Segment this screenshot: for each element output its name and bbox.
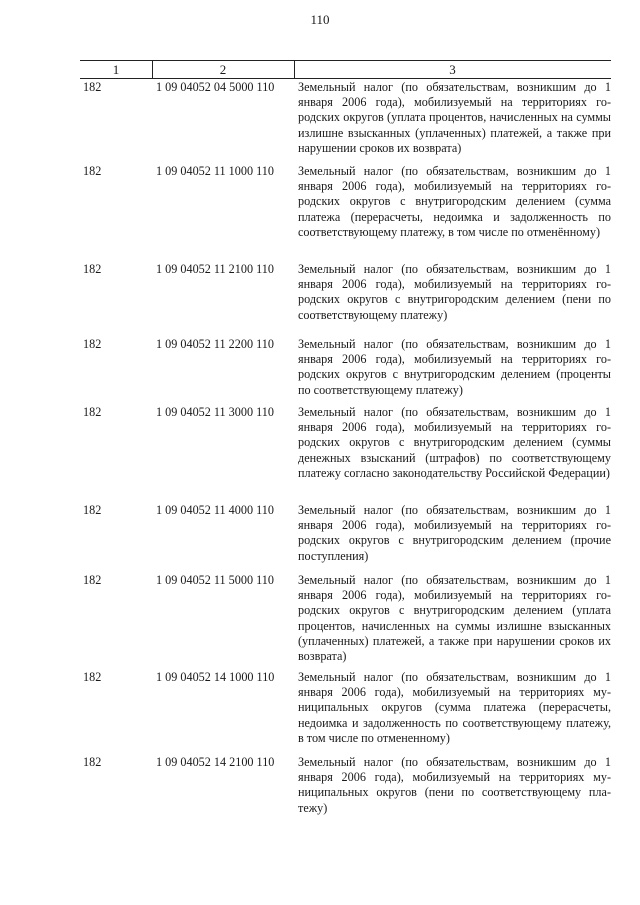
admin-code: 182 xyxy=(83,503,102,517)
income-name: Земельный налог (по обязательствам, возникшим до 1 января 2006 года), мобилизуемый на территориях городских округов с внутригородским делением (проценты по соответствующему платежу) xyxy=(298,337,611,397)
income-name: Земельный налог (по обязательствам, возникшим до 1 января 2006 года), мобилизуемый на территориях муниципальных округов (пени по соответствующему платежу) xyxy=(298,755,611,815)
admin-code: 182 xyxy=(83,755,102,769)
admin-code: 182 xyxy=(83,337,102,351)
admin-code: 182 xyxy=(83,262,102,276)
admin-code: 182 xyxy=(83,573,102,587)
admin-code: 182 xyxy=(83,670,102,684)
page-number: 110 xyxy=(310,12,330,27)
budget-code: 1 09 04052 14 2100 110 xyxy=(156,755,275,769)
budget-code: 1 09 04052 11 1000 110 xyxy=(156,164,274,178)
budget-code: 1 09 04052 11 5000 110 xyxy=(156,573,274,587)
admin-code: 182 xyxy=(83,164,102,178)
income-name: Земельный налог (по обязательствам, возникшим до 1 января 2006 года), мобилизуемый на территориях городских округов с внутригородским делением (сумма платежа (перерасчеты, недоимка и задолженность по соответствующему платежу, в том числе по отменённому) xyxy=(298,164,611,239)
income-name: Земельный налог (по обязательствам, возникшим до 1 января 2006 года), мобилизуемый на территориях муниципальных округов (сумма платежа (перерасчеты, недоимка и задолженность по соответствующему платежу, в том числе по отмененному) xyxy=(298,670,611,745)
budget-code: 1 09 04052 14 1000 110 xyxy=(156,670,275,684)
budget-code: 1 09 04052 04 5000 110 xyxy=(156,80,275,94)
table-header xyxy=(80,60,611,79)
budget-code: 1 09 04052 11 2200 110 xyxy=(156,337,274,351)
admin-code: 182 xyxy=(83,80,102,94)
income-name: Земельный налог (по обязательствам, возникшим до 1 января 2006 года), мобилизуемый на территориях городских округов с внутригородским делением (уплата процентов, начисленных на суммы излишне взысканных (уплаченных) платежей, а также при нарушении сроков их возврата) xyxy=(298,573,611,664)
income-name: Земельный налог (по обязательствам, возникшим до 1 января 2006 года), мобилизуемый на территориях городских округов с внутригородским делением (прочие поступления) xyxy=(298,503,611,563)
budget-code: 1 09 04052 11 2100 110 xyxy=(156,262,274,276)
header-col-2: 2 xyxy=(219,62,227,77)
header-col-3: 3 xyxy=(449,62,456,77)
header-col-1: 1 xyxy=(112,62,120,77)
income-name: Земельный налог (по обязательствам, возникшим до 1 января 2006 года), мобилизуемый на территориях городских округов (уплата процентов, начисленных на суммы излишне взысканных (уплаченных) платежей, а также при нарушении сроков их возврата) xyxy=(298,80,611,155)
admin-code: 182 xyxy=(83,405,102,419)
income-name: Земельный налог (по обязательствам, возникшим до 1 января 2006 года), мобилизуемый на территориях городских округов с внутригородским делением (суммы денежных взысканий (штрафов) по соответствующему платежу согласно законодательству Российской Федерации) xyxy=(298,405,611,480)
budget-code: 1 09 04052 11 4000 110 xyxy=(156,503,274,517)
income-name: Земельный налог (по обязательствам, возникшим до 1 января 2006 года), мобилизуемый на территориях городских округов с внутригородским делением (пени по соответствующему платежу) xyxy=(298,262,611,322)
budget-code: 1 09 04052 11 3000 110 xyxy=(156,405,274,419)
